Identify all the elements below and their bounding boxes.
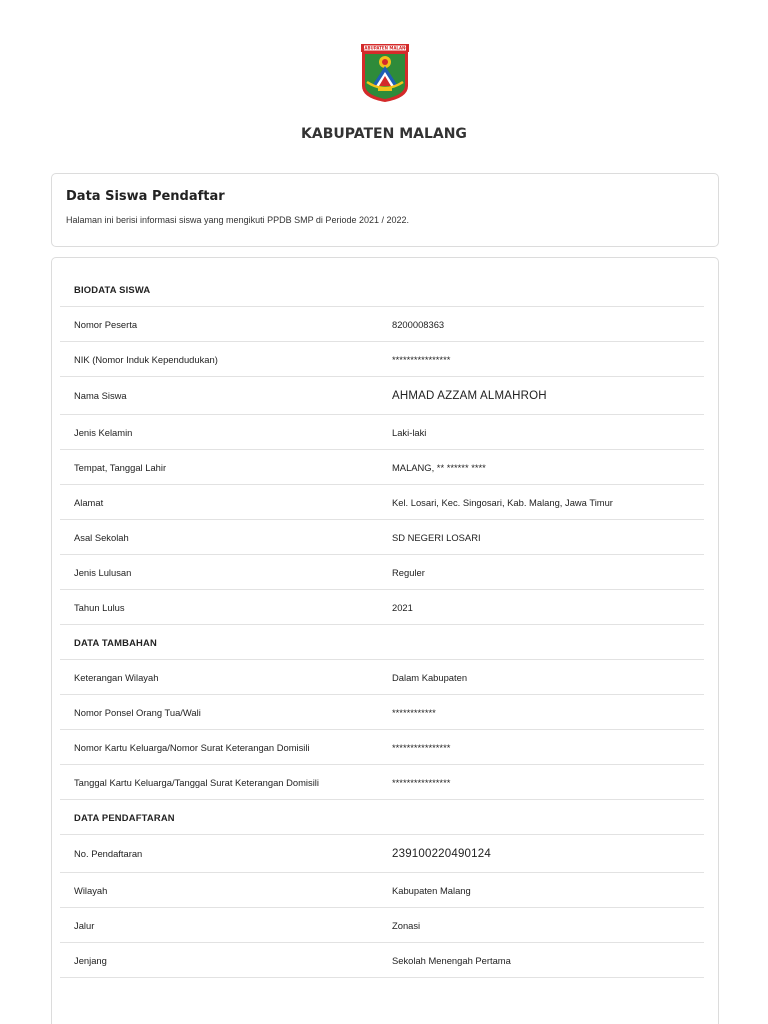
row-label: Jenis Lulusan <box>74 566 132 578</box>
row-label: Jenjang <box>74 954 107 966</box>
table-row <box>60 307 704 342</box>
table-row <box>60 943 704 978</box>
student-data-table <box>60 272 704 978</box>
intro-title: Data Siswa Pendaftar <box>66 189 225 204</box>
row-value: Kel. Losari, Kec. Singosari, Kab. Malang, Jawa Timur <box>392 496 613 508</box>
section-heading: DATA TAMBAHAN <box>74 636 157 648</box>
section-heading: DATA PENDAFTARAN <box>74 811 175 823</box>
intro-description: Halaman ini berisi informasi siswa yang mengikuti PPDB SMP di Periode 2021 / 2022. <box>66 215 410 225</box>
table-row <box>60 520 704 555</box>
section-heading: BIODATA SISWA <box>74 283 151 295</box>
row-label: Asal Sekolah <box>74 531 129 543</box>
section-header-pendaftaran <box>60 800 704 835</box>
row-value: MALANG, ** ****** **** <box>392 461 486 473</box>
row-label: Tanggal Kartu Keluarga/Tanggal Surat Keterangan Domisili <box>74 776 319 788</box>
row-label: Nomor Peserta <box>74 318 138 330</box>
table-row <box>60 377 704 415</box>
kabupaten-malang-logo <box>358 42 412 104</box>
table-row <box>60 485 704 520</box>
table-row <box>60 908 704 943</box>
table-row <box>60 695 704 730</box>
row-label: Nama Siswa <box>74 390 127 401</box>
student-data-card <box>51 257 719 1024</box>
section-header-biodata <box>60 272 704 307</box>
table-row <box>60 555 704 590</box>
logo-banner-text: KABUPATEN MALANG <box>361 45 409 51</box>
page-title: KABUPATEN MALANG <box>301 126 467 142</box>
row-label: Wilayah <box>74 884 108 896</box>
table-row <box>60 415 704 450</box>
registration-number-value: 239100220490124 <box>392 847 491 860</box>
table-row <box>60 835 704 873</box>
row-label: Tahun Lulus <box>74 601 125 613</box>
row-value: Dalam Kabupaten <box>392 671 468 683</box>
row-value: ************ <box>392 706 436 718</box>
row-label: Nomor Ponsel Orang Tua/Wali <box>74 706 201 718</box>
table-row <box>60 590 704 625</box>
row-label: NIK (Nomor Induk Kependudukan) <box>74 353 218 365</box>
row-label: No. Pendaftaran <box>74 848 143 859</box>
row-value: Laki-laki <box>392 426 427 438</box>
row-value: 8200008363 <box>392 318 445 330</box>
table-row <box>60 730 704 765</box>
intro-card <box>51 173 719 247</box>
table-row <box>60 765 704 800</box>
row-value: Sekolah Menengah Pertama <box>392 954 511 966</box>
coat-of-arms-icon <box>358 42 412 104</box>
row-label: Nomor Kartu Keluarga/Nomor Surat Keterangan Domisili <box>74 741 310 753</box>
table-row <box>60 660 704 695</box>
row-value: 2021 <box>392 601 413 613</box>
row-label: Tempat, Tanggal Lahir <box>74 461 167 473</box>
row-value: SD NEGERI LOSARI <box>392 531 481 543</box>
row-value: **************** <box>392 776 451 788</box>
row-value: **************** <box>392 741 451 753</box>
row-label: Jenis Kelamin <box>74 426 133 438</box>
row-label: Alamat <box>74 496 104 508</box>
row-value: Reguler <box>392 566 425 578</box>
table-row <box>60 450 704 485</box>
row-value: **************** <box>392 353 451 365</box>
row-label: Keterangan Wilayah <box>74 671 159 683</box>
section-header-tambahan <box>60 625 704 660</box>
row-label: Jalur <box>74 919 95 931</box>
table-row <box>60 342 704 377</box>
table-row <box>60 873 704 908</box>
student-name-value: AHMAD AZZAM ALMAHROH <box>392 389 547 402</box>
row-value: Zonasi <box>392 919 421 931</box>
row-value: Kabupaten Malang <box>392 884 471 896</box>
